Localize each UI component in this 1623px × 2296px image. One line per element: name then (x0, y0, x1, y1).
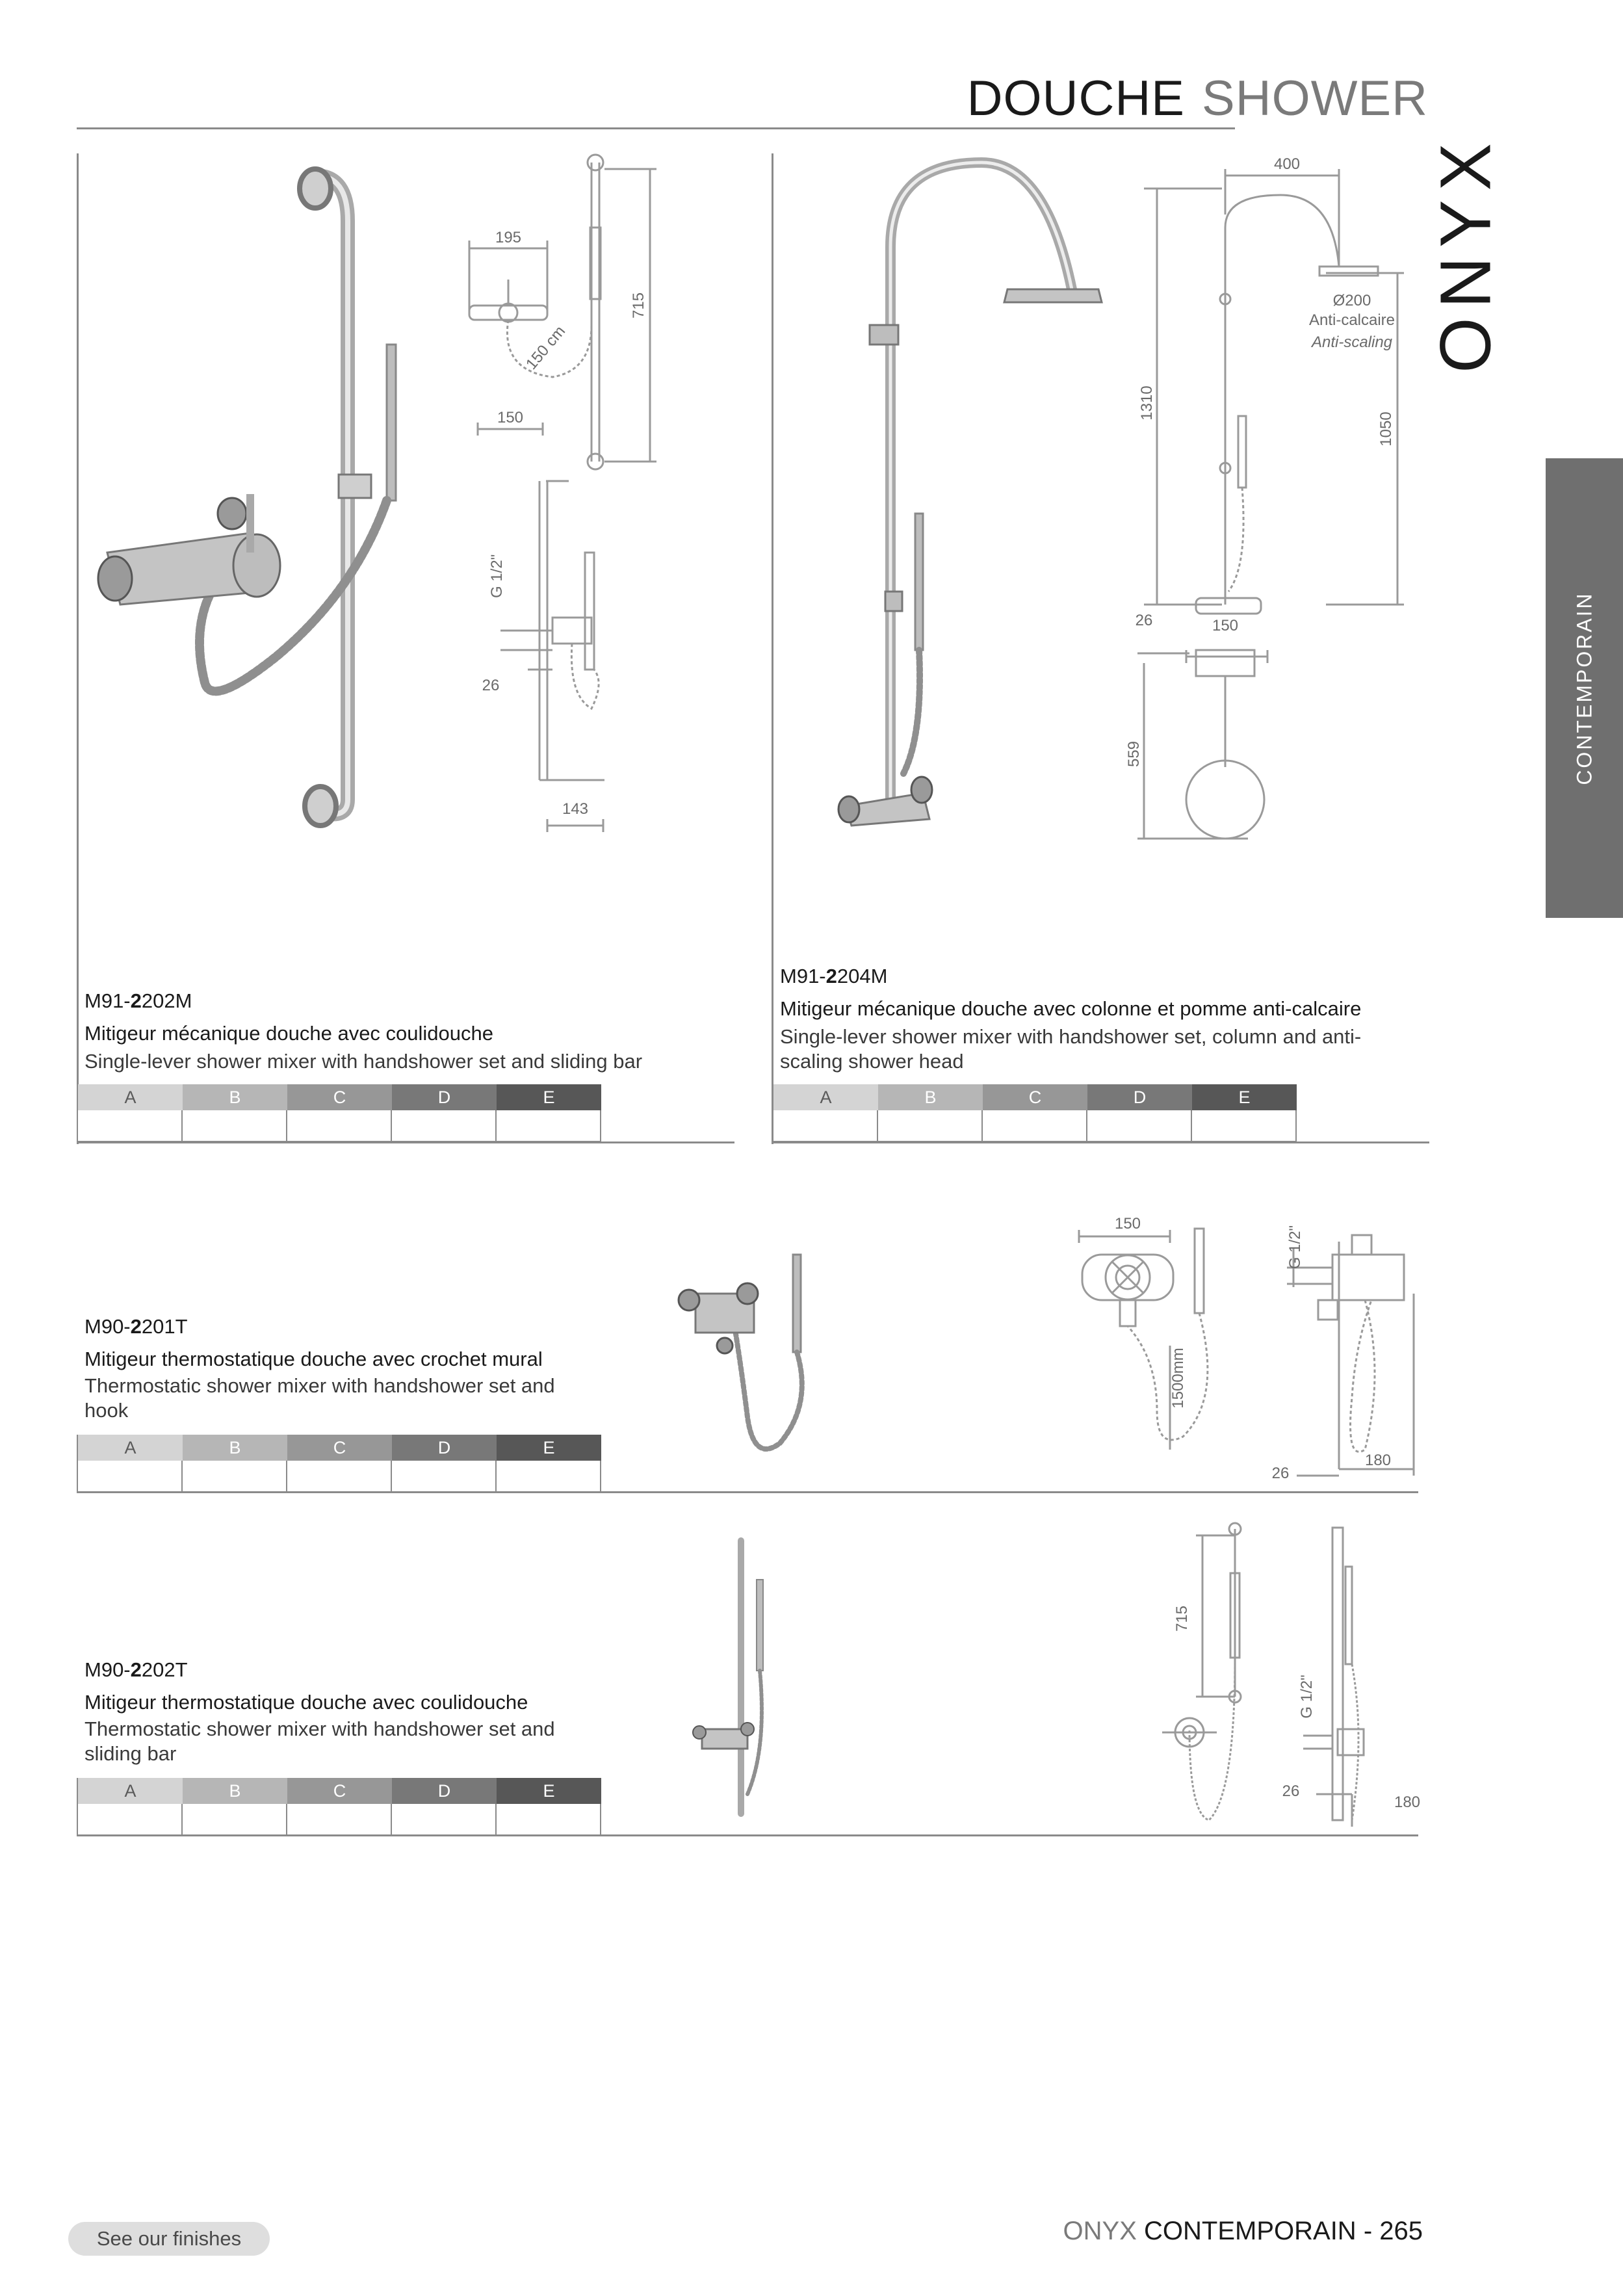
finish-cell (497, 1110, 601, 1141)
dim-label: G 1/2" (488, 554, 506, 598)
finish-col-b: B (183, 1778, 287, 1804)
finish-col-d: D (392, 1778, 497, 1804)
dim-label: G 1/2" (1298, 1675, 1316, 1719)
finish-col-a: A (78, 1778, 183, 1804)
finish-cell (183, 1804, 287, 1834)
product-desc-fr: Mitigeur mécanique douche avec colonne et pomme anti-calcaire (780, 997, 1362, 1020)
dim-label: G 1/2" (1286, 1225, 1304, 1270)
technical-drawing (1118, 150, 1423, 852)
finish-cell (392, 1461, 497, 1491)
product-photo (81, 150, 419, 839)
page-title (967, 70, 1428, 127)
finish-col-e: E (1192, 1084, 1297, 1110)
section-tab[interactable] (1546, 458, 1623, 918)
technical-drawing (1046, 1203, 1436, 1482)
product-desc-en: Thermostatic shower mixer with handshower set and sliding bar (84, 1717, 555, 1765)
finish-cell (287, 1461, 392, 1491)
finish-col-a: A (78, 1435, 183, 1461)
product-desc-en: Single-lever shower mixer with handshower set, column and anti-scaling shower head (780, 1025, 1362, 1073)
page-footer (1063, 2217, 1423, 2246)
product-photo (650, 1235, 845, 1469)
product-code: M91-2204M (780, 965, 888, 987)
page-title-fr: DOUCHE (967, 71, 1185, 126)
technical-drawing (1157, 1521, 1430, 1833)
page-title-en: SHOWER (1202, 71, 1428, 126)
dim-label: 1310 (1138, 385, 1156, 421)
finish-col-b: B (878, 1084, 983, 1110)
finish-cell (983, 1110, 1087, 1141)
finish-cell (773, 1110, 878, 1141)
divider (772, 153, 773, 1144)
sliding-bar-illustration (98, 169, 396, 826)
product-desc-fr: Mitigeur mécanique douche avec coulidouche (84, 1022, 494, 1045)
finish-table (772, 1084, 1297, 1142)
dim-label: 26 (1282, 1782, 1300, 1800)
finish-cell (392, 1804, 497, 1834)
footer-brand: ONYX (1063, 2217, 1137, 2245)
finish-cell (1192, 1110, 1297, 1141)
dim-label: 1050 (1377, 411, 1395, 447)
product-photo (825, 150, 1124, 839)
finish-col-a: A (773, 1084, 878, 1110)
section-tab-label: CONTEMPORAIN (1572, 591, 1596, 785)
header-rule (77, 127, 1235, 129)
dim-label: 150 (1212, 617, 1239, 634)
dim-label: 143 (562, 800, 589, 818)
dim-label: 400 (1273, 155, 1301, 173)
finish-cell (287, 1110, 392, 1141)
finish-cell (78, 1804, 183, 1834)
finish-table (77, 1778, 601, 1836)
finish-cell (78, 1461, 183, 1491)
finish-col-c: C (287, 1084, 392, 1110)
product-desc-fr: Mitigeur thermostatique douche avec crochet mural (84, 1348, 543, 1370)
product-desc-en: Single-lever shower mixer with handshower set and sliding bar (84, 1050, 643, 1073)
finish-table (77, 1435, 601, 1493)
product-code: M90-2201T (84, 1315, 188, 1338)
finish-col-b: B (183, 1435, 287, 1461)
finish-col-c: C (287, 1778, 392, 1804)
dim-label: 1500mm (1169, 1348, 1187, 1409)
footer-section: CONTEMPORAIN (1144, 2217, 1357, 2245)
divider (77, 153, 79, 1144)
product-photo (676, 1534, 819, 1820)
brand-vertical: ONYX (1425, 134, 1506, 373)
finish-col-b: B (183, 1084, 287, 1110)
finish-cell (183, 1110, 287, 1141)
technical-drawing (455, 150, 676, 832)
product-code: M91-2202M (84, 989, 192, 1012)
finish-cell (183, 1461, 287, 1491)
finish-col-e: E (497, 1084, 601, 1110)
finish-col-d: D (392, 1084, 497, 1110)
dim-label: 26 (1271, 1465, 1290, 1482)
finish-cell (287, 1804, 392, 1834)
dim-label: 559 (1125, 740, 1143, 768)
finish-cell (78, 1110, 183, 1141)
dim-label: Ø200 (1332, 292, 1371, 309)
finish-cell (1087, 1110, 1192, 1141)
finish-col-a: A (78, 1084, 183, 1110)
finish-cell (392, 1110, 497, 1141)
dim-label: 195 (495, 229, 522, 246)
finish-col-e: E (497, 1435, 601, 1461)
dim-label: 26 (1135, 612, 1153, 629)
dim-label: 180 (1364, 1452, 1392, 1469)
dim-label: 150 (497, 409, 524, 426)
product-desc-fr: Mitigeur thermostatique douche avec coulidouche (84, 1691, 528, 1714)
page-number: - 265 (1363, 2217, 1423, 2245)
dim-label: 150 (1114, 1215, 1141, 1233)
dim-label: 180 (1394, 1794, 1421, 1811)
dim-label: 715 (1173, 1605, 1191, 1632)
product-code: M90-2202T (84, 1658, 188, 1681)
see-finishes-button[interactable]: See our finishes (68, 2222, 270, 2256)
finish-col-d: D (1087, 1084, 1192, 1110)
finish-col-d: D (392, 1435, 497, 1461)
dim-label: Anti-scaling (1311, 333, 1393, 351)
dim-label: 150 cm (522, 322, 569, 373)
finish-table (77, 1084, 601, 1142)
finish-cell (878, 1110, 983, 1141)
finish-cell (497, 1804, 601, 1834)
finish-cell (497, 1461, 601, 1491)
dim-label: 26 (482, 677, 500, 694)
product-desc-en: Thermostatic shower mixer with handshower set and hook (84, 1374, 555, 1422)
dim-label: Anti-calcaire (1308, 311, 1396, 329)
dim-label: 715 (630, 292, 647, 319)
finish-col-c: C (983, 1084, 1087, 1110)
finish-col-e: E (497, 1778, 601, 1804)
finish-col-c: C (287, 1435, 392, 1461)
